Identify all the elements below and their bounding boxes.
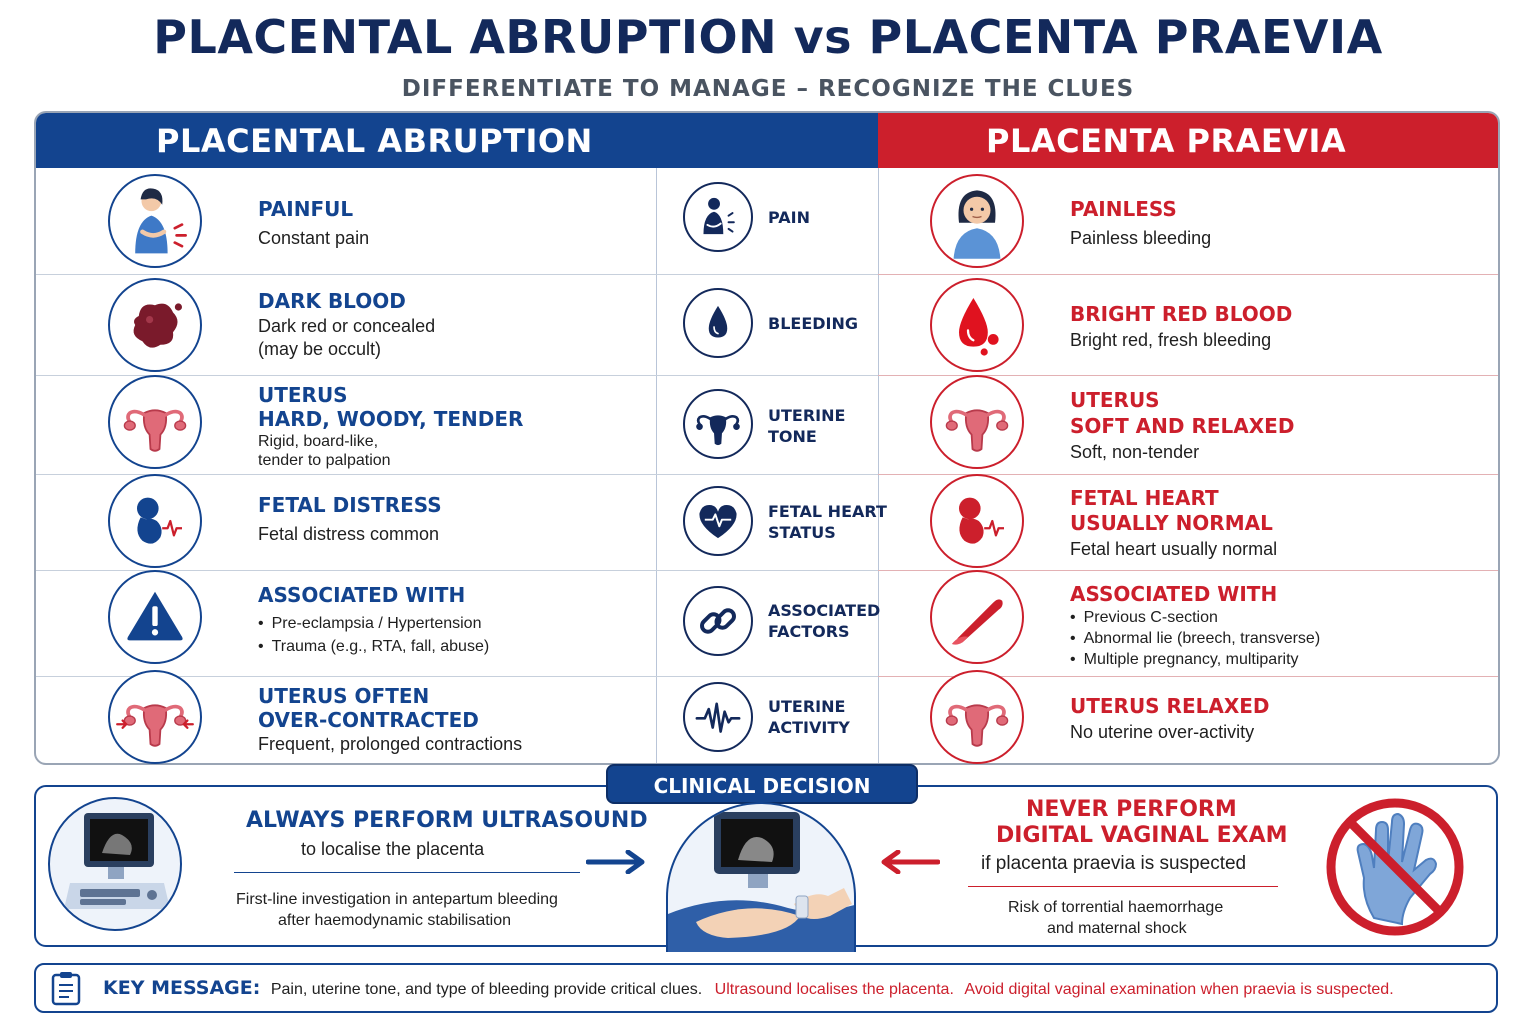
no-glove-icon [1322, 794, 1468, 940]
calm-woman-icon [930, 174, 1024, 268]
heart-rate-icon [683, 486, 753, 556]
praevia-pain-text: Painless bleeding [1070, 228, 1212, 248]
abruption-uterus-text: Rigid, board-like, [258, 433, 379, 450]
praevia-activity-heading: UTERUS RELAXED [1070, 694, 1270, 718]
abruption-pain-heading: PAINFUL [258, 197, 354, 221]
row-label-uterine-tone: UTERINE [768, 406, 846, 425]
praevia-assoc-heading: ASSOCIATED WITH [1070, 582, 1278, 606]
pain-icon [683, 182, 753, 252]
praevia-assoc-bullet: • Abnormal lie (breech, transverse) [1070, 629, 1320, 649]
abruption-activity-heading: UTERUS OFTEN [258, 684, 430, 708]
key-message-red-text: Avoid digital vaginal examination when praevia is suspected. [964, 981, 1394, 998]
arrow-left-icon [870, 850, 940, 874]
abruption-blood-heading: DARK BLOOD [258, 289, 406, 313]
abruption-uterus-text: tender to palpation [258, 452, 391, 469]
warning-triangle-icon [108, 570, 202, 664]
uterus-icon [930, 670, 1024, 764]
vaginal-exam-sub: if placenta praevia is suspected [981, 853, 1247, 874]
abruption-column-title: PLACENTAL ABRUPTION [156, 122, 593, 160]
row-label-fetal-heart: FETAL HEART [768, 502, 887, 521]
abruption-fetal-text: Fetal distress common [258, 524, 440, 544]
ultrasound-heading: ALWAYS PERFORM ULTRASOUND [246, 808, 648, 833]
contracting-uterus-icon [108, 670, 202, 764]
row-label-pain: PAIN [768, 208, 810, 227]
page-subtitle: DIFFERENTIATE TO MANAGE – RECOGNIZE THE CLUES [401, 76, 1135, 102]
key-message-label: KEY MESSAGE: [103, 977, 261, 999]
activity-wave-icon [683, 682, 753, 752]
dark-blood-clot-icon [108, 278, 202, 372]
clinical-decision-tab: CLINICAL DECISION [606, 764, 918, 804]
vaginal-exam-note: Risk of torrential haemorrhage [1008, 899, 1224, 916]
chain-link-icon [683, 586, 753, 656]
praevia-fetal-heading: USUALLY NORMAL [1070, 511, 1273, 535]
blood-drop-icon [683, 288, 753, 358]
uterus-icon [683, 389, 753, 459]
praevia-assoc-bullet: • Previous C-section [1070, 608, 1218, 628]
abruption-uterus-heading: HARD, WOODY, TENDER [258, 407, 524, 431]
row-divider [878, 274, 1500, 275]
row-divider [36, 274, 878, 275]
ultrasound-machine-icon [48, 797, 182, 931]
key-message-red-text: Ultrasound localises the placenta. [714, 981, 954, 998]
abruption-assoc-bullet: • Trauma (e.g., RTA, fall, abuse) [258, 637, 489, 657]
ultrasound-sub: to localise the placenta [301, 839, 485, 859]
row-label-associated: FACTORS [768, 622, 850, 641]
fetus-heartbeat-icon [108, 474, 202, 568]
fetus-heartbeat-icon [930, 474, 1024, 568]
woman-in-pain-icon [108, 174, 202, 268]
abruption-pain-text: Constant pain [258, 228, 370, 248]
key-message-text: Pain, uterine tone, and type of bleeding provide critical clues. [270, 981, 703, 998]
abruption-blood-text: (may be occult) [258, 339, 382, 359]
abruption-fetal-heading: FETAL DISTRESS [258, 493, 442, 517]
praevia-uterus-heading: UTERUS [1070, 388, 1160, 412]
praevia-uterus-heading: SOFT AND RELAXED [1070, 414, 1295, 438]
arrow-right-icon [586, 850, 656, 874]
abruption-activity-text: Frequent, prolonged contractions [258, 734, 523, 754]
ultrasound-divider [234, 872, 580, 873]
uterus-icon [108, 375, 202, 469]
praevia-fetal-text: Fetal heart usually normal [1070, 539, 1278, 559]
page-title: PLACENTAL ABRUPTION vs PLACENTA PRAEVIA [153, 10, 1383, 64]
vaginal-exam-heading: NEVER PERFORM [1026, 797, 1237, 822]
vaginal-exam-divider [968, 886, 1278, 887]
praevia-column-title: PLACENTA PRAEVIA [986, 122, 1347, 160]
scalpel-icon [930, 570, 1024, 664]
praevia-assoc-bullet: • Multiple pregnancy, multiparity [1070, 650, 1299, 670]
row-label-associated: ASSOCIATED [768, 601, 881, 620]
abruption-assoc-bullet: • Pre-eclampsia / Hypertension [258, 614, 481, 634]
praevia-blood-heading: BRIGHT RED BLOOD [1070, 302, 1293, 326]
row-label-uterine-activity: UTERINE [768, 697, 846, 716]
praevia-fetal-heading: FETAL HEART [1070, 486, 1219, 510]
row-label-fetal-heart: STATUS [768, 523, 836, 542]
ultrasound-note: after haemodynamic stabilisation [278, 912, 512, 929]
praevia-activity-text: No uterine over-activity [1070, 722, 1255, 742]
vaginal-exam-note: and maternal shock [1047, 920, 1187, 937]
abruption-blood-text: Dark red or concealed [258, 316, 436, 336]
abruption-activity-heading: OVER-CONTRACTED [258, 708, 479, 732]
row-label-bleeding: BLEEDING [768, 314, 859, 333]
praevia-blood-text: Bright red, fresh bleeding [1070, 330, 1272, 350]
row-label-uterine-activity: ACTIVITY [768, 718, 850, 737]
vaginal-exam-heading: DIGITAL VAGINAL EXAM [996, 823, 1288, 848]
uterus-icon [930, 375, 1024, 469]
bright-blood-drop-icon [930, 278, 1024, 372]
praevia-uterus-text: Soft, non-tender [1070, 442, 1200, 462]
clipboard-icon [50, 970, 82, 1006]
praevia-pain-heading: PAINLESS [1070, 197, 1177, 221]
key-message-line [103, 974, 1394, 1002]
abruption-uterus-heading: UTERUS [258, 383, 348, 407]
ultrasound-note: First-line investigation in antepartum bleeding [236, 891, 558, 908]
row-label-uterine-tone: TONE [768, 427, 817, 446]
abruption-assoc-heading: ASSOCIATED WITH [258, 583, 466, 607]
